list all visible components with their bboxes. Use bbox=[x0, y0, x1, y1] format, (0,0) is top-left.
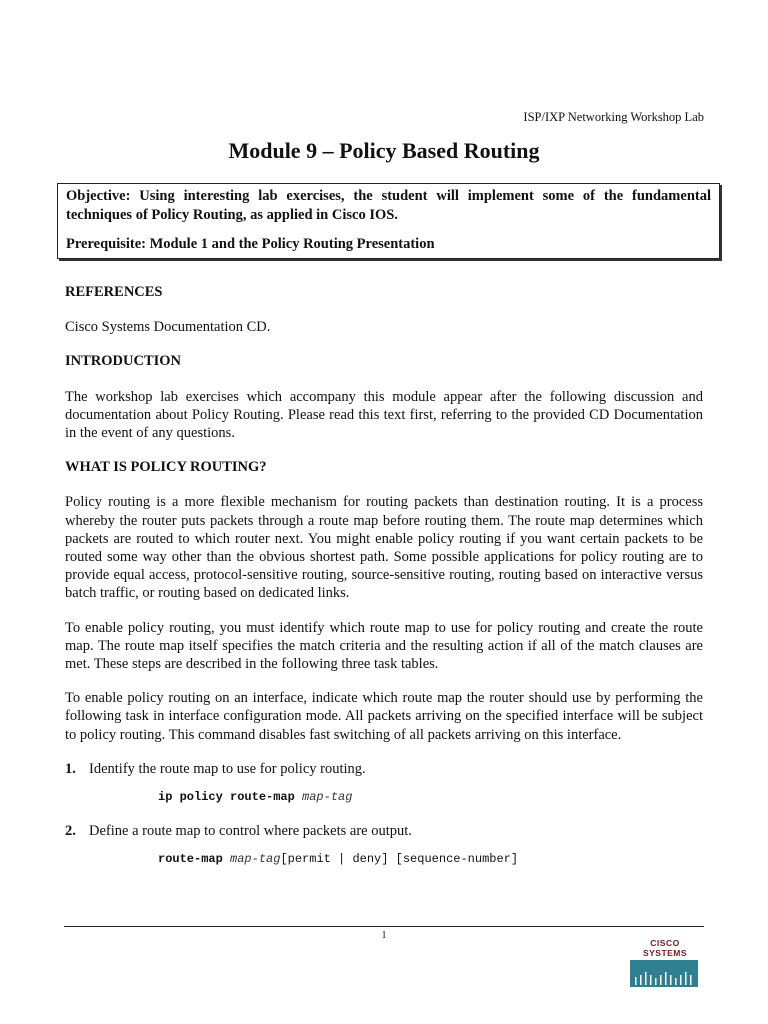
logo-text: CISCO SYSTEMS bbox=[642, 938, 688, 958]
code-argument: map-tag bbox=[302, 790, 353, 805]
code-line-1 bbox=[158, 788, 703, 806]
step-number: 1. bbox=[65, 760, 76, 777]
step-text: Identify the route map to use for policy routing. bbox=[89, 760, 366, 777]
introduction-heading: INTRODUCTION bbox=[65, 353, 182, 370]
code-argument: map-tag bbox=[230, 852, 281, 867]
document-body bbox=[65, 283, 703, 885]
policy-routing-paragraph-2: To enable policy routing, you must identify which route map to use for policy routing and create the route map. The route map itself specifies the match criteria and the resulting action if all of the match clauses are met. These steps are described in the following three task tables. bbox=[65, 619, 703, 673]
policy-routing-paragraph-1: Policy routing is a more flexible mechanism for routing packets than destination routing. It is a process whereby the router puts packets through a route map before routing them. The route map determines which packets are routed to which router next. You might enable policy routing if you want certain packets to be routed some way other than the obvious shortest path. Some possible applications for policy routing are to provide equal access, protocol-sensitive routing, source-sensitive routing, routing based on interactive versus batch traffic, or routing based on dedicated links. bbox=[65, 494, 703, 602]
code-options: [permit | deny] [sequence-number] bbox=[280, 852, 519, 867]
running-header: ISP/IXP Networking Workshop Lab bbox=[523, 110, 704, 124]
code-line-2 bbox=[158, 850, 703, 868]
objective-text: Objective: Using interesting lab exercises, the student will implement some of the fundamental techniques of Policy Routing, as applied in Cisco IOS. bbox=[66, 188, 711, 223]
step-number: 2. bbox=[65, 823, 76, 840]
code-command: route-map bbox=[158, 852, 223, 867]
introduction-text: The workshop lab exercises which accompany this module appear after the following discussion and documentation about Policy Routing. Please read this text first, referring to the provided CD Documentation in the event of any questions. bbox=[65, 388, 703, 442]
step-text: Define a route map to control where packets are output. bbox=[89, 823, 412, 840]
page-title: Module 9 – Policy Based Routing bbox=[228, 138, 540, 163]
references-heading: REFERENCES bbox=[65, 284, 163, 300]
cisco-bridge-icon bbox=[630, 960, 700, 988]
step-item-1 bbox=[65, 760, 703, 778]
policy-routing-paragraph-3: To enable policy routing on an interface, indicate which route map the router should use by performing the following task in interface configuration mode. All packets arriving on the specified interface will be subject to policy routing. This command disables fast switching of all packets arriving on this interface. bbox=[65, 690, 703, 743]
step-item-2 bbox=[65, 822, 703, 840]
objective-box bbox=[57, 183, 720, 259]
policy-routing-heading: WHAT IS POLICY ROUTING? bbox=[65, 459, 267, 476]
page-number: 1 bbox=[381, 930, 387, 941]
cisco-logo bbox=[630, 938, 700, 988]
footer-divider bbox=[64, 926, 704, 927]
prerequisite-text: Prerequisite: Module 1 and the Policy Routing Presentation bbox=[66, 236, 435, 252]
references-text: Cisco Systems Documentation CD. bbox=[65, 319, 271, 336]
code-command: ip policy route-map bbox=[158, 790, 295, 805]
